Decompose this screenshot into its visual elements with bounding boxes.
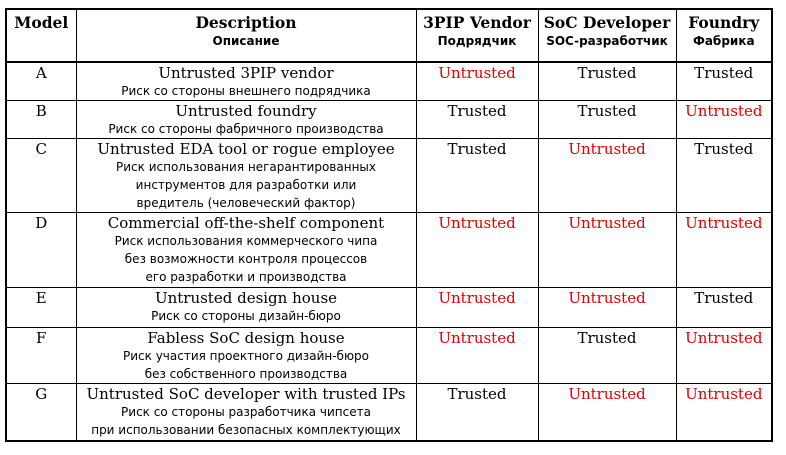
table-row (6, 384, 772, 441)
vendor-trust-cell: Trusted (416, 384, 538, 441)
table-row (6, 101, 772, 139)
table-row (6, 288, 772, 328)
foundry-trust-cell: Trusted (676, 62, 772, 101)
model-cell: E (6, 288, 76, 328)
soc-trust-cell: Trusted (538, 328, 676, 384)
model-cell: A (6, 62, 76, 101)
model-cell: F (6, 328, 76, 384)
description-ru-line: Риск со стороны дизайн-бюро (151, 309, 341, 323)
description-en: Untrusted design house (154, 289, 338, 307)
description-ru-line: Риск участия проектного дизайн-бюро (123, 349, 369, 363)
description-ru-line: при использовании безопасных комплектующих (91, 423, 401, 437)
table-row (6, 328, 772, 384)
description-ru-line: без собственного производства (144, 367, 348, 381)
foundry-trust-cell: Untrusted (676, 101, 772, 139)
model-cell: C (6, 139, 76, 213)
description-ru-line: вредитель (человеческий фактор) (136, 196, 356, 210)
header-soc-ru: SOC-разработчик (546, 34, 668, 48)
header-model (6, 9, 76, 62)
header-model-en: Model (14, 13, 69, 32)
soc-trust-cell: Untrusted (538, 213, 676, 288)
soc-trust-cell: Untrusted (538, 139, 676, 213)
header-foundry-en: Foundry (688, 13, 760, 32)
vendor-trust-cell: Trusted (416, 101, 538, 139)
model-cell: B (6, 101, 76, 139)
header-foundry-ru: Фабрика (692, 34, 755, 48)
description-en: Untrusted SoC developer with trusted IPs (86, 385, 406, 403)
foundry-trust-cell: Trusted (676, 139, 772, 213)
description-en: Fabless SoC design house (147, 329, 345, 347)
description-en: Untrusted foundry (175, 102, 317, 120)
description-ru-line: без возможности контроля процессов (124, 252, 368, 266)
model-cell: D (6, 213, 76, 288)
description-cell (76, 62, 416, 101)
header-soc-en: SoC Developer (543, 13, 671, 32)
description-en: Untrusted EDA tool or rogue employee (97, 140, 395, 158)
soc-trust-cell: Untrusted (538, 288, 676, 328)
vendor-trust-cell: Untrusted (416, 328, 538, 384)
header-description-ru: Описание (212, 34, 280, 48)
foundry-trust-cell: Untrusted (676, 213, 772, 288)
vendor-trust-cell: Untrusted (416, 213, 538, 288)
vendor-trust-cell: Untrusted (416, 288, 538, 328)
table-body (6, 62, 772, 441)
description-cell (76, 328, 416, 384)
description-ru-line: инструментов для разработки или (135, 178, 357, 192)
vendor-trust-cell: Untrusted (416, 62, 538, 101)
header-description (76, 9, 416, 62)
description-ru-line: Риск использования коммерческого чипа (114, 234, 378, 248)
soc-trust-cell: Trusted (538, 62, 676, 101)
description-ru-line: Риск использования негарантированных (116, 160, 376, 174)
soc-trust-cell: Trusted (538, 101, 676, 139)
foundry-trust-cell: Untrusted (676, 384, 772, 441)
header-row (6, 9, 772, 62)
description-cell (76, 384, 416, 441)
threat-model-table (5, 8, 773, 442)
header-vendor-ru: Подрядчик (437, 34, 517, 48)
description-cell (76, 213, 416, 288)
foundry-trust-cell: Trusted (676, 288, 772, 328)
header-description-en: Description (195, 13, 297, 32)
soc-trust-cell: Untrusted (538, 384, 676, 441)
description-en: Untrusted 3PIP vendor (158, 64, 334, 82)
vendor-trust-cell: Trusted (416, 139, 538, 213)
description-cell (76, 101, 416, 139)
header-soc (538, 9, 676, 62)
header-vendor-en: 3PIP Vendor (423, 13, 531, 32)
foundry-trust-cell: Untrusted (676, 328, 772, 384)
header-foundry (676, 9, 772, 62)
header-vendor (416, 9, 538, 62)
table-row (6, 62, 772, 101)
table-row (6, 213, 772, 288)
description-ru-line: Риск со стороны внешнего подрядчика (121, 84, 371, 98)
model-cell: G (6, 384, 76, 441)
table-row (6, 139, 772, 213)
description-cell (76, 139, 416, 213)
description-cell (76, 288, 416, 328)
description-ru-line: Риск со стороны разработчика чипсета (121, 405, 371, 419)
description-ru-line: Риск со стороны фабричного производства (108, 122, 384, 136)
description-en: Commercial off-the-shelf component (107, 214, 385, 232)
description-ru-line: его разработки и производства (145, 270, 347, 284)
